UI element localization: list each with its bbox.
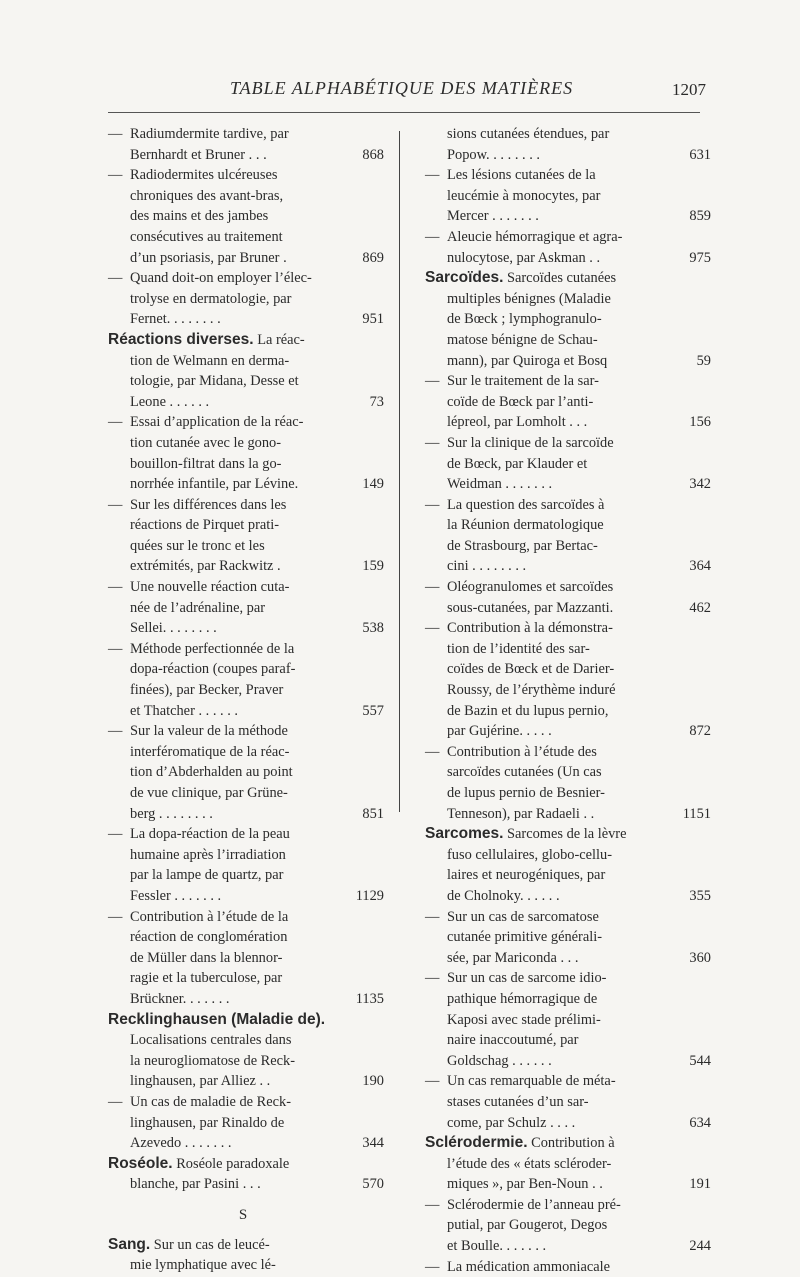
entry-text: Sur les différences dans les — [130, 496, 287, 513]
entry-text: blanche, par Pasini . . . — [130, 1176, 261, 1193]
entry-text: chroniques des avant-bras, — [130, 187, 284, 204]
entry-dash: — — [425, 167, 440, 184]
entry-dash: — — [425, 970, 440, 987]
index-entry-line — [425, 783, 711, 804]
index-entry-line — [108, 927, 378, 948]
entry-text: Roséole paradoxale — [172, 1155, 290, 1172]
entry-dash: — — [108, 579, 123, 596]
index-heading-line — [108, 1235, 378, 1256]
index-entry-line — [108, 762, 378, 783]
entry-text: de vue clinique, par Grüne- — [130, 785, 288, 801]
page-reference: 159 — [362, 558, 384, 575]
entry-text: trolyse en dermatologie, par — [130, 290, 292, 307]
index-entry-line — [425, 248, 711, 269]
page-reference: 344 — [362, 1135, 384, 1152]
index-entry-line — [108, 165, 378, 186]
entry-text: tion d’Abderhalden au point — [130, 764, 293, 781]
entry-text: Kaposi avec stade prélimi- — [447, 1011, 601, 1028]
index-entry-line — [425, 330, 711, 351]
entry-text: Brückner. . . . . . . — [130, 990, 230, 1007]
index-entry-line — [425, 454, 711, 475]
entry-dash: — — [108, 826, 123, 843]
entry-text: Les lésions cutanées de la — [447, 167, 596, 184]
index-entry-line — [108, 474, 384, 495]
page-reference: 851 — [362, 805, 384, 822]
entry-text: Bernhardt et Bruner . . . — [130, 146, 267, 163]
entry-text: Un cas remarquable de méta- — [447, 1073, 616, 1090]
entry-text: Aleucie hémorragique et agra- — [447, 228, 623, 245]
entry-text: Fernet. . . . . . . . — [130, 311, 221, 328]
index-entry-line — [108, 907, 378, 928]
index-entry-line — [425, 598, 711, 619]
entry-dash: — — [425, 579, 440, 596]
index-entry-line — [108, 536, 378, 557]
index-entry-line — [425, 618, 711, 639]
section-letter: S — [238, 1206, 248, 1223]
entry-text: Une nouvelle réaction cuta- — [130, 579, 290, 596]
page-reference: 975 — [689, 249, 711, 266]
entry-text: La dopa-réaction de la peau — [130, 826, 290, 843]
entry-text: d’un psoriasis, par Bruner . — [130, 249, 287, 266]
entry-text: Roussy, de l’érythème induré — [447, 682, 616, 699]
index-entry-line — [425, 227, 711, 248]
entry-text: Contribution à la démonstra- — [447, 620, 613, 637]
entry-text: tion cutanée avec le gono- — [130, 434, 282, 451]
index-entry-line — [425, 948, 711, 969]
header-rule — [108, 112, 700, 113]
page-reference: 859 — [689, 208, 711, 225]
entry-text: la Réunion dermatologique — [447, 517, 604, 534]
entry-text: Radiodermites ulcéreuses — [130, 167, 278, 184]
index-entry-line — [108, 1133, 384, 1154]
index-entry-line — [108, 371, 378, 392]
entry-text: nulocytose, par Askman . . — [447, 249, 601, 266]
entry-text: multiples bénignes (Maladie — [447, 290, 611, 307]
index-entry-line — [425, 721, 711, 742]
entry-text: coïdes de Bœck et de Darier- — [447, 661, 615, 678]
entry-text: Sarcoïdes cutanées — [503, 270, 617, 287]
page-reference: 869 — [362, 249, 384, 266]
index-entry-line — [425, 433, 711, 454]
entry-text: des mains et des jambes — [130, 208, 269, 225]
page-reference: 73 — [369, 393, 384, 410]
index-entry-line — [425, 474, 711, 495]
entry-text: La question des sarcoïdes à — [447, 496, 605, 513]
entry-text: par Gujérine. . . . . — [447, 723, 552, 740]
index-entry-line — [425, 1071, 711, 1092]
page-reference: 557 — [362, 702, 384, 719]
index-entry-line — [425, 1154, 711, 1175]
index-entry-line — [425, 186, 711, 207]
index-entry-line — [108, 1030, 378, 1051]
index-entry-line — [425, 989, 711, 1010]
index-entry-line — [425, 1010, 711, 1031]
entry-text: de Cholnoky. . . . . . — [447, 887, 560, 904]
index-entry-line — [425, 927, 711, 948]
page-reference: 355 — [689, 887, 711, 904]
index-entry-line — [108, 392, 384, 413]
entry-text: putial, par Gougerot, Degos — [447, 1217, 608, 1234]
entry-dash: — — [425, 908, 440, 925]
entry-dash: — — [425, 228, 440, 245]
entry-dash: — — [425, 1196, 440, 1213]
index-entry-line — [108, 433, 378, 454]
entry-text: Fessler . . . . . . . — [130, 887, 222, 904]
index-entry-line — [425, 968, 711, 989]
entry-text: la neurogliomatose de Reck- — [130, 1052, 296, 1069]
entry-text: lépreol, par Lomholt . . . — [447, 414, 588, 431]
entry-text: par la lampe de quartz, par — [130, 867, 284, 884]
index-entry-line — [108, 804, 384, 825]
index-entry-line — [425, 289, 711, 310]
entry-text: de Bazin et du lupus pernio, — [447, 702, 609, 719]
entry-text: quées sur le tronc et les — [130, 537, 265, 554]
entry-text: tologie, par Midana, Desse et — [130, 373, 299, 390]
index-entry-line — [108, 742, 378, 763]
entry-text: stases cutanées d’un sar- — [447, 1093, 589, 1110]
entry-text: Contribution à l’étude des — [447, 743, 597, 760]
index-entry-line — [425, 680, 711, 701]
index-entry-line — [108, 495, 378, 516]
page-reference: 631 — [689, 146, 711, 163]
index-heading-line — [108, 330, 378, 351]
index-entry-line — [108, 659, 378, 680]
running-title: TABLE ALPHABÉTIQUE DES MATIÈRES — [230, 78, 574, 98]
entry-text: Un cas de maladie de Reck- — [130, 1093, 292, 1110]
entry-text: Méthode perfectionnée de la — [130, 640, 295, 657]
index-entry-line — [425, 371, 711, 392]
entry-text: consécutives au traitement — [130, 228, 283, 245]
index-entry-line — [425, 1113, 711, 1134]
index-entry-line — [425, 845, 711, 866]
page-reference: 1151 — [682, 805, 711, 822]
index-entry-line — [108, 1051, 378, 1072]
entry-text: Contribution à l’étude de la — [130, 908, 289, 925]
index-entry-line — [425, 865, 711, 886]
index-heading-line — [108, 1154, 378, 1175]
entry-dash: — — [108, 723, 123, 740]
index-entry-line — [108, 680, 378, 701]
index-heading: Recklinghausen (Maladie de). — [108, 1010, 326, 1028]
right-column — [425, 124, 711, 1277]
left-column — [108, 124, 384, 1276]
page-reference: 364 — [689, 558, 711, 575]
entry-dash: — — [108, 908, 123, 925]
entry-text: miques », par Ben-Noun . . — [447, 1176, 603, 1193]
index-heading: Sarcoïdes. — [425, 269, 504, 287]
index-heading: Sclérodermie. — [425, 1134, 528, 1152]
entry-text: bouillon-filtrat dans la go- — [130, 455, 282, 472]
page-reference: 538 — [362, 620, 384, 637]
index-heading: Sarcomes. — [425, 825, 504, 843]
index-entry-line — [425, 1215, 711, 1236]
index-entry-line — [425, 556, 711, 577]
index-entry-line — [108, 865, 378, 886]
entry-text: mie lymphatique avec lé- — [130, 1257, 276, 1274]
entry-text: de Müller dans la blennor- — [130, 949, 283, 966]
entry-text: fuso cellulaires, globo-cellu- — [447, 846, 613, 863]
index-entry-line — [108, 701, 384, 722]
index-entry-line — [425, 1257, 711, 1277]
entry-text: Sellei. . . . . . . . — [130, 620, 217, 637]
entry-text: cini . . . . . . . . — [447, 558, 527, 575]
index-entry-line — [108, 989, 384, 1010]
entry-text: et Thatcher . . . . . . — [130, 702, 239, 719]
entry-text: coïde de Bœck par l’anti- — [447, 393, 594, 410]
entry-text: Radiumdermite tardive, par — [130, 126, 289, 142]
index-entry-line — [425, 886, 711, 907]
page-reference: 190 — [362, 1073, 384, 1090]
index-entry-line — [108, 577, 378, 598]
index-entry-line — [425, 124, 711, 145]
page-reference: 868 — [362, 146, 384, 163]
entry-text: Sur un cas de sarcomatose — [447, 908, 599, 925]
entry-text: Leone . . . . . . — [130, 393, 210, 410]
entry-dash: — — [425, 373, 440, 390]
index-entry-line — [108, 639, 378, 660]
entry-text: dopa-réaction (coupes paraf- — [130, 661, 296, 678]
entry-text: Sur le traitement de la sar- — [447, 373, 599, 390]
entry-text: Quand doit-on employer l’élec- — [130, 270, 312, 287]
index-entry-line — [108, 1255, 378, 1276]
entry-text: humaine après l’irradiation — [130, 846, 286, 863]
page-reference: 1129 — [355, 887, 384, 904]
column-divider — [399, 131, 400, 812]
index-entry-line — [425, 412, 711, 433]
index-entry-line — [425, 1030, 711, 1051]
page-reference: 191 — [689, 1176, 711, 1193]
index-entry-line — [425, 536, 711, 557]
entry-text: Sclérodermie de l’anneau pré- — [447, 1196, 621, 1213]
index-entry-line — [425, 515, 711, 536]
index-entry-line — [425, 701, 711, 722]
index-entry-line — [108, 309, 384, 330]
entry-text: Sarcomes de la lèvre — [503, 826, 627, 843]
entry-text: Weidman . . . . . . . — [447, 476, 553, 493]
entry-text: réaction de conglomération — [130, 929, 288, 946]
entry-text: La médication ammoniacale — [447, 1258, 611, 1275]
index-entry-line — [425, 495, 711, 516]
entry-text: sarcoïdes cutanées (Un cas — [447, 764, 602, 781]
entry-dash: — — [108, 414, 123, 431]
entry-text: Sur la clinique de la sarcoïde — [447, 434, 614, 451]
index-entry-line — [108, 556, 384, 577]
index-entry-line — [425, 1195, 711, 1216]
index-entry-line — [108, 968, 378, 989]
entry-text: linghausen, par Rinaldo de — [130, 1114, 285, 1131]
entry-text: Mercer . . . . . . . — [447, 208, 539, 225]
entry-dash: — — [425, 620, 440, 637]
index-entry-line — [425, 1236, 711, 1257]
page-reference: 544 — [689, 1052, 711, 1069]
index-entry-line — [108, 412, 378, 433]
entry-text: matose bénigne de Schau- — [447, 331, 598, 348]
page-reference: 149 — [362, 476, 384, 493]
entry-dash: — — [108, 126, 123, 142]
entry-text: norrhée infantile, par Lévine. — [130, 476, 299, 493]
entry-text: Popow. . . . . . . . — [447, 146, 541, 163]
index-entry-line — [108, 515, 378, 536]
entry-text: mann), par Quiroga et Bosq — [447, 352, 608, 369]
entry-text: berg . . . . . . . . — [130, 805, 213, 822]
entry-dash: — — [425, 434, 440, 451]
index-entry-line — [425, 577, 711, 598]
index-entry-line — [108, 948, 378, 969]
index-entry-line — [108, 248, 384, 269]
entry-text: leucémie à monocytes, par — [447, 187, 601, 204]
entry-text: née de l’adrénaline, par — [130, 599, 266, 616]
entry-text: linghausen, par Alliez . . — [130, 1073, 271, 1090]
page-reference: 634 — [689, 1114, 711, 1131]
entry-text: Oléogranulomes et sarcoïdes — [447, 579, 614, 596]
entry-dash: — — [108, 270, 123, 287]
page-reference: 156 — [689, 414, 711, 431]
index-entry-line — [108, 618, 384, 639]
entry-text: ragie et la tuberculose, par — [130, 970, 283, 987]
entry-dash: — — [425, 1073, 440, 1090]
entry-dash: — — [425, 496, 440, 513]
entry-text: Essai d’application de la réac- — [130, 414, 304, 431]
page-reference: 360 — [689, 949, 711, 966]
index-heading: Réactions diverses. — [108, 330, 254, 348]
index-entry-line — [108, 124, 378, 145]
entry-text: Azevedo . . . . . . . — [130, 1135, 232, 1152]
index-entry-line — [108, 1092, 378, 1113]
entry-text: sions cutanées étendues, par — [447, 126, 610, 142]
index-entry-line — [108, 227, 378, 248]
index-entry-line — [108, 721, 378, 742]
index-entry-line — [108, 454, 378, 475]
index-entry-line — [425, 742, 711, 763]
index-heading: Roséole. — [108, 1154, 173, 1172]
index-entry-line — [425, 659, 711, 680]
index-entry-line — [425, 309, 711, 330]
page-reference: 244 — [689, 1238, 711, 1255]
index-entry-line — [108, 351, 378, 372]
index-entry-line — [425, 145, 711, 166]
entry-text: de Strasbourg, par Bertac- — [447, 537, 598, 554]
index-entry-line — [425, 1051, 711, 1072]
index-entry-line — [425, 1092, 711, 1113]
page-header — [0, 76, 800, 116]
entry-text: Sur un cas de sarcome idio- — [447, 970, 607, 987]
entry-text: Sur la valeur de la méthode — [130, 723, 288, 740]
index-heading-line — [425, 1133, 711, 1154]
index-entry-line — [108, 1174, 384, 1195]
entry-text: Localisations centrales dans — [130, 1032, 292, 1049]
page-reference: 872 — [689, 723, 711, 740]
entry-text: Goldschag . . . . . . — [447, 1052, 552, 1069]
entry-text: sous-cutanées, par Mazzanti. — [447, 599, 614, 616]
index-heading-line — [425, 268, 711, 289]
index-entry-line — [425, 351, 711, 372]
index-entry-line — [108, 845, 378, 866]
entry-dash: — — [108, 1093, 123, 1110]
index-entry-line — [108, 783, 378, 804]
index-entry-line — [108, 145, 384, 166]
index-entry-line — [108, 824, 378, 845]
index-heading: Sang. — [108, 1235, 151, 1253]
index-entry-line — [425, 1174, 711, 1195]
entry-text: réactions de Pirquet prati- — [130, 517, 280, 534]
index-entry-line — [425, 907, 711, 928]
page-number: 1207 — [672, 80, 706, 99]
page-reference: 570 — [362, 1176, 384, 1193]
entry-text: et Boulle. . . . . . . — [447, 1238, 547, 1255]
entry-text: come, par Schulz . . . . — [447, 1114, 576, 1131]
index-entry-line — [425, 206, 711, 227]
index-entry-line — [108, 289, 378, 310]
entry-text: extrémités, par Rackwitz . — [130, 558, 281, 575]
index-entry-line — [108, 1113, 378, 1134]
index-entry-line — [425, 804, 711, 825]
page-reference: 1135 — [355, 990, 384, 1007]
entry-text: de lupus pernio de Besnier- — [447, 785, 605, 801]
page-reference: 342 — [689, 476, 711, 493]
entry-dash: — — [108, 167, 123, 184]
entry-text: interféromatique de la réac- — [130, 743, 290, 760]
entry-text: de Bœck ; lymphogranulo- — [447, 311, 602, 328]
entry-dash: — — [108, 496, 123, 513]
index-entry-line — [425, 762, 711, 783]
entry-text: de Bœck, par Klauder et — [447, 455, 588, 472]
entry-text: naire inaccoutumé, par — [447, 1032, 579, 1049]
index-entry-line — [425, 392, 711, 413]
index-entry-line — [108, 1071, 384, 1092]
entry-dash: — — [108, 640, 123, 657]
entry-text: tion de l’identité des sar- — [447, 640, 590, 657]
entry-text: Tenneson), par Radaeli . . — [447, 805, 595, 822]
entry-dash: — — [425, 1258, 440, 1275]
entry-text: cutanée primitive générali- — [447, 929, 603, 946]
index-entry-line — [108, 186, 378, 207]
page-reference: 462 — [689, 599, 711, 616]
index-entry-line — [108, 206, 378, 227]
entry-text: La réac- — [253, 331, 305, 348]
index-entry-line — [425, 165, 711, 186]
entry-text: sée, par Mariconda . . . — [447, 949, 579, 966]
index-heading-line — [425, 824, 711, 845]
index-entry-line — [108, 886, 384, 907]
index-entry-line — [425, 639, 711, 660]
index-heading-line — [108, 1010, 378, 1031]
index-entry-line — [108, 598, 378, 619]
page-reference: 59 — [696, 352, 711, 369]
entry-text: finées), par Becker, Praver — [130, 682, 284, 699]
entry-text: tion de Welmann en derma- — [130, 352, 290, 369]
entry-text: Contribution à — [527, 1135, 615, 1152]
index-entry-line — [108, 268, 378, 289]
entry-text: l’étude des « états scléroder- — [447, 1155, 612, 1172]
entry-dash: — — [425, 743, 440, 760]
entry-text: laires et neurogéniques, par — [447, 867, 606, 884]
entry-text: pathique hémorragique de — [447, 990, 598, 1007]
page-reference: 951 — [362, 311, 384, 328]
entry-text: Sur un cas de leucé- — [150, 1236, 270, 1253]
